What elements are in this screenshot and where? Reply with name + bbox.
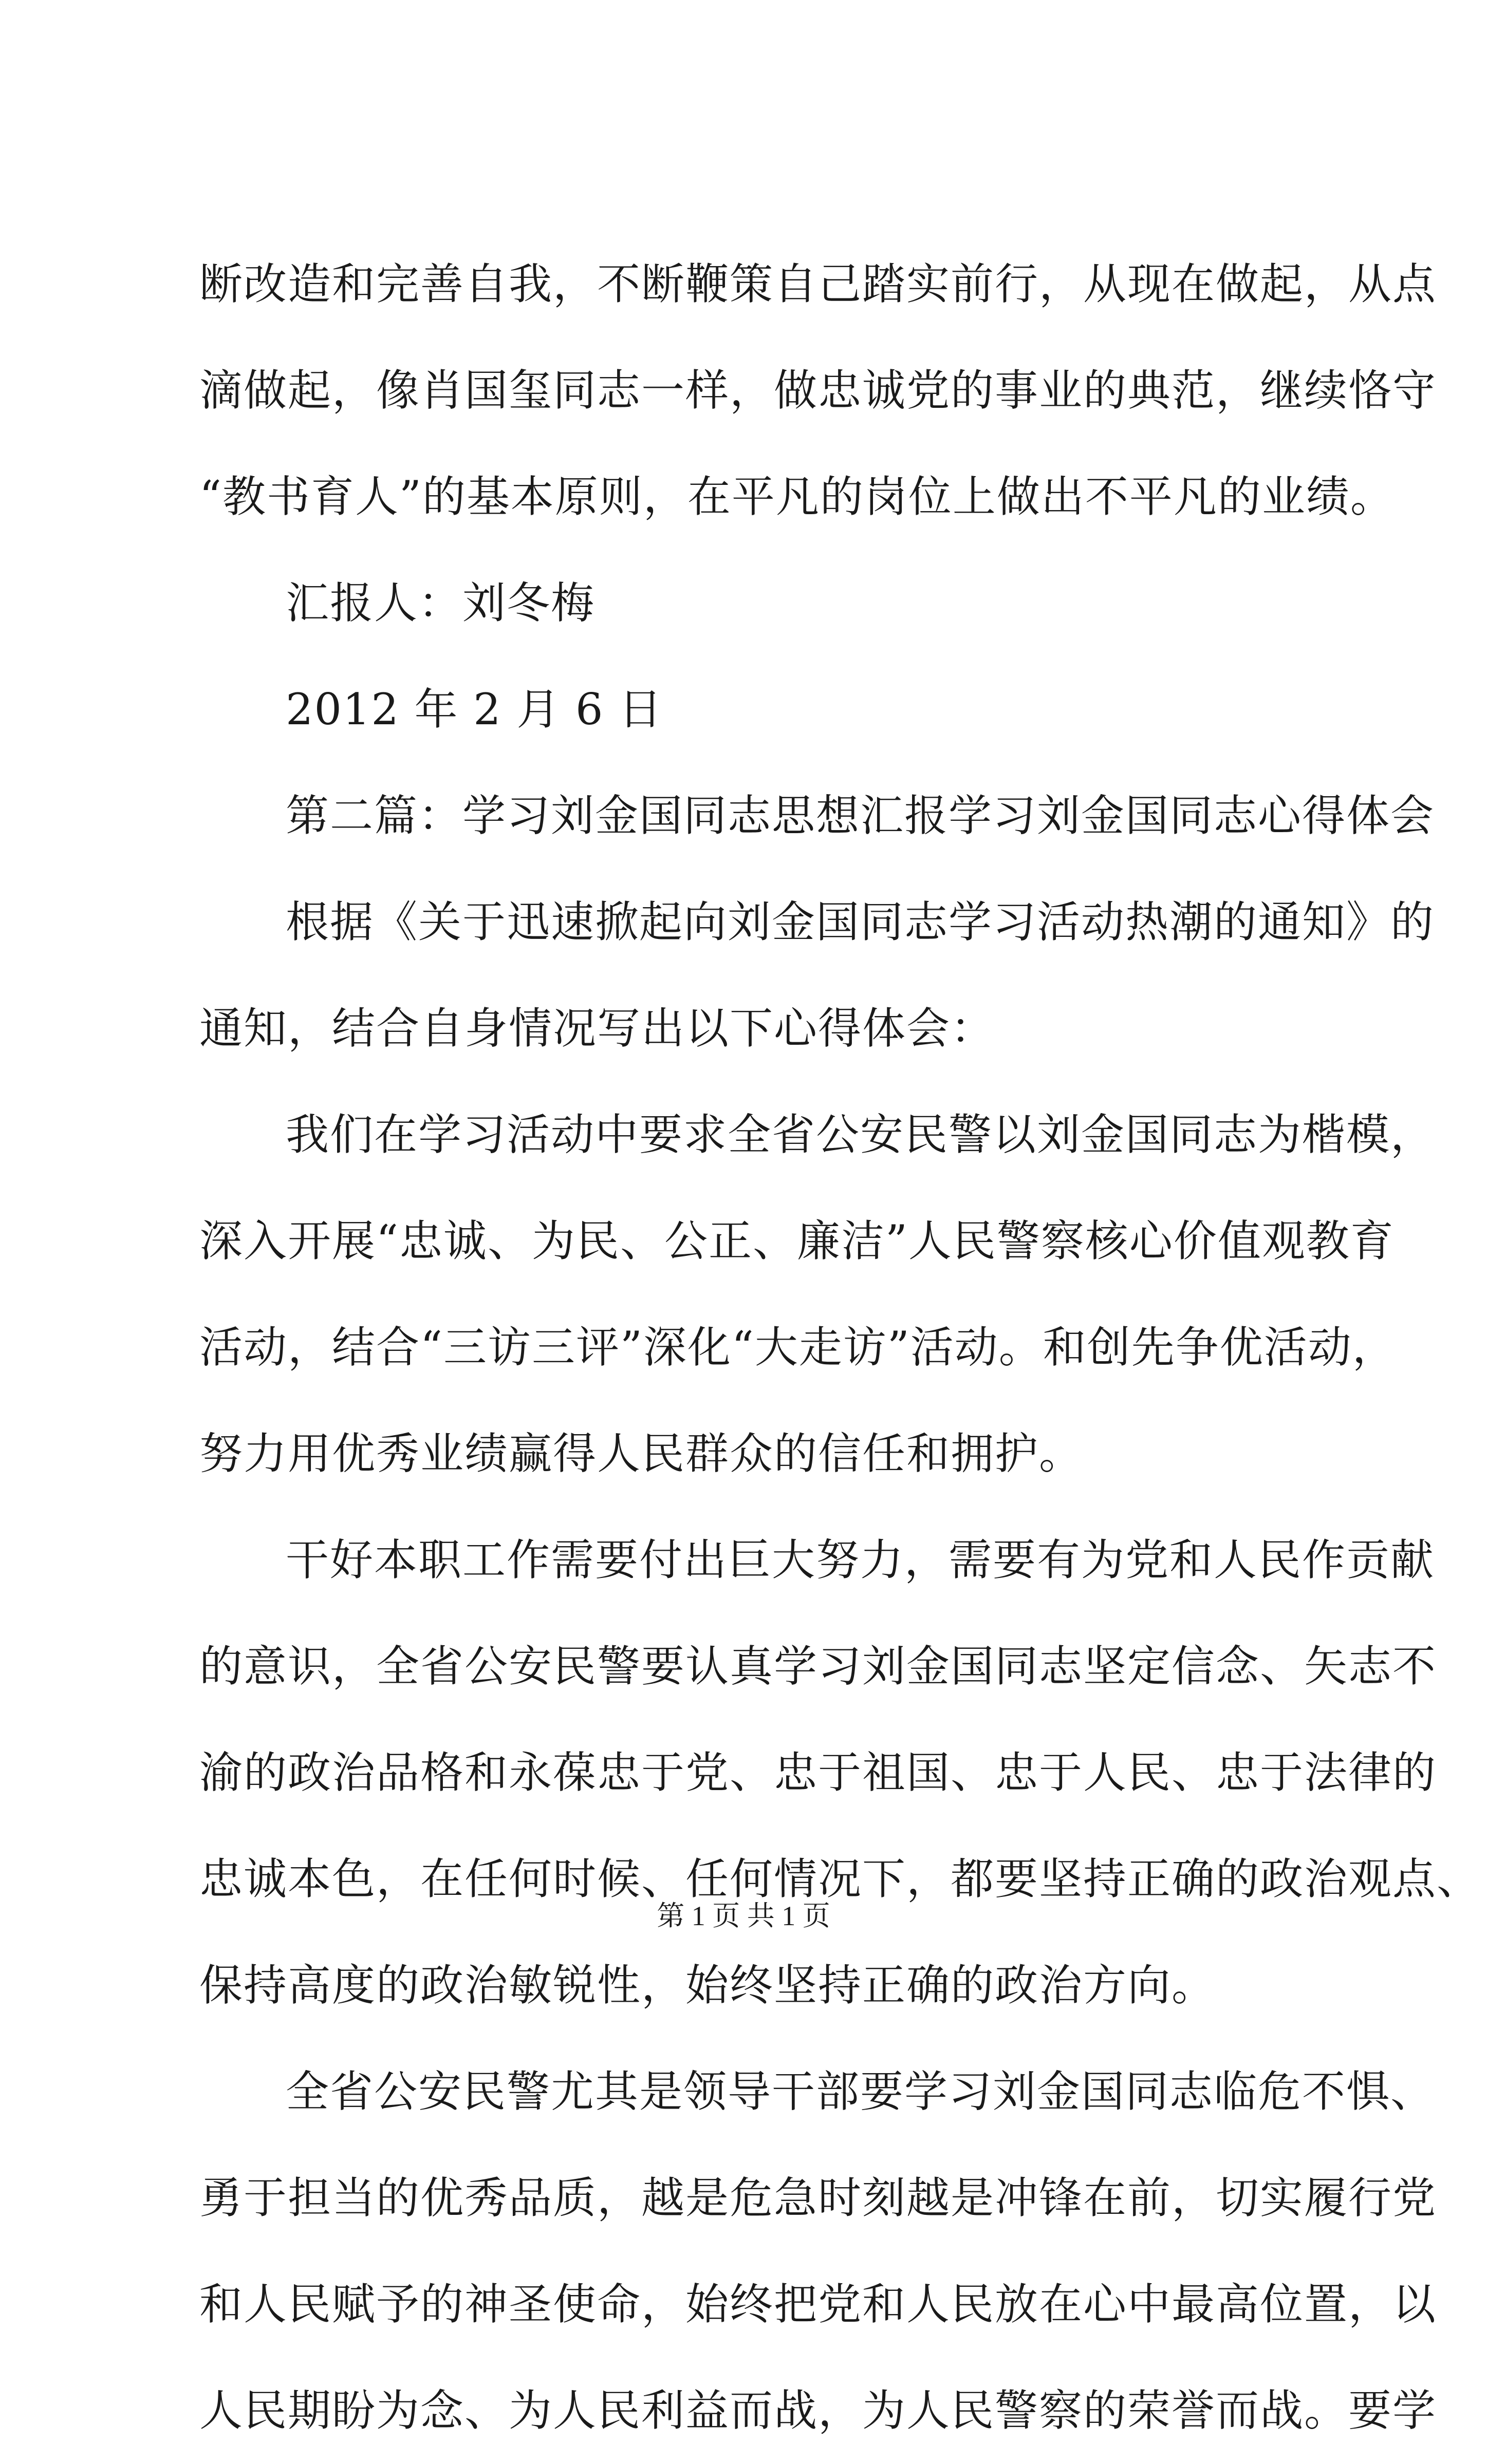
text-line-9: 我们在学习活动中要求全省公安民警以刘金国同志为楷模， bbox=[286, 1109, 1435, 1160]
date-line: 2012 年 2 月 6 日 bbox=[286, 684, 663, 735]
text-line-7: 根据《关于迅速掀起向刘金国同志学习活动热潮的通知》的 bbox=[286, 897, 1435, 947]
reporter-line: 汇报人：刘冬梅 bbox=[286, 578, 596, 628]
text-line-10: 深入开展“忠诚、为民、公正、廉洁”人民警察核心价值观教育 bbox=[199, 1216, 1395, 1266]
text-line-21: 人民期盼为念、为人民利益而战，为人民警察的荣誉而战。要学 bbox=[199, 2385, 1437, 2436]
document-body bbox=[199, 231, 1481, 2464]
text-line-20: 和人民赋予的神圣使命，始终把党和人民放在心中最高位置，以 bbox=[199, 2279, 1437, 2329]
text-line-13: 干好本职工作需要付出巨大努力，需要有为党和人民作贡献 bbox=[286, 1535, 1435, 1585]
text-line-15: 渝的政治品格和永葆忠于党、忠于祖国、忠于人民、忠于法律的 bbox=[199, 1747, 1437, 1798]
section-title: 第二篇：学习刘金国同志思想汇报学习刘金国同志心得体会 bbox=[286, 791, 1435, 841]
text-line-16: 忠诚本色，在任何时候、任何情况下，都要坚持正确的政治观点、 bbox=[199, 1854, 1481, 1904]
text-line-18: 全省公安民警尤其是领导干部要学习刘金国同志临危不惧、 bbox=[286, 2066, 1435, 2117]
text-line-12: 努力用优秀业绩赢得人民群众的信任和拥护。 bbox=[199, 1428, 1084, 1479]
text-line-17: 保持高度的政治敏锐性，始终坚持正确的政治方向。 bbox=[199, 1960, 1216, 2010]
text-line-1: 断改造和完善自我，不断鞭策自己踏实前行，从现在做起，从点 bbox=[199, 259, 1437, 309]
text-line-2: 滴做起，像肖国玺同志一样，做忠诚党的事业的典范，继续恪守 bbox=[199, 365, 1437, 416]
text-line-19: 勇于担当的优秀品质，越是危急时刻越是冲锋在前，切实履行党 bbox=[199, 2173, 1437, 2223]
text-line-3: “教书育人”的基本原则，在平凡的岗位上做出不平凡的业绩。 bbox=[199, 472, 1395, 522]
text-line-8: 通知，结合自身情况写出以下心得体会： bbox=[199, 1003, 995, 1054]
text-line-11: 活动，结合“三访三评”深化“大走访”活动。和创先争优活动， bbox=[199, 1322, 1397, 1372]
text-line-14: 的意识，全省公安民警要认真学习刘金国同志坚定信念、矢志不 bbox=[199, 1641, 1437, 1691]
page-footer: 第 1 页 共 1 页 bbox=[657, 1901, 830, 1931]
